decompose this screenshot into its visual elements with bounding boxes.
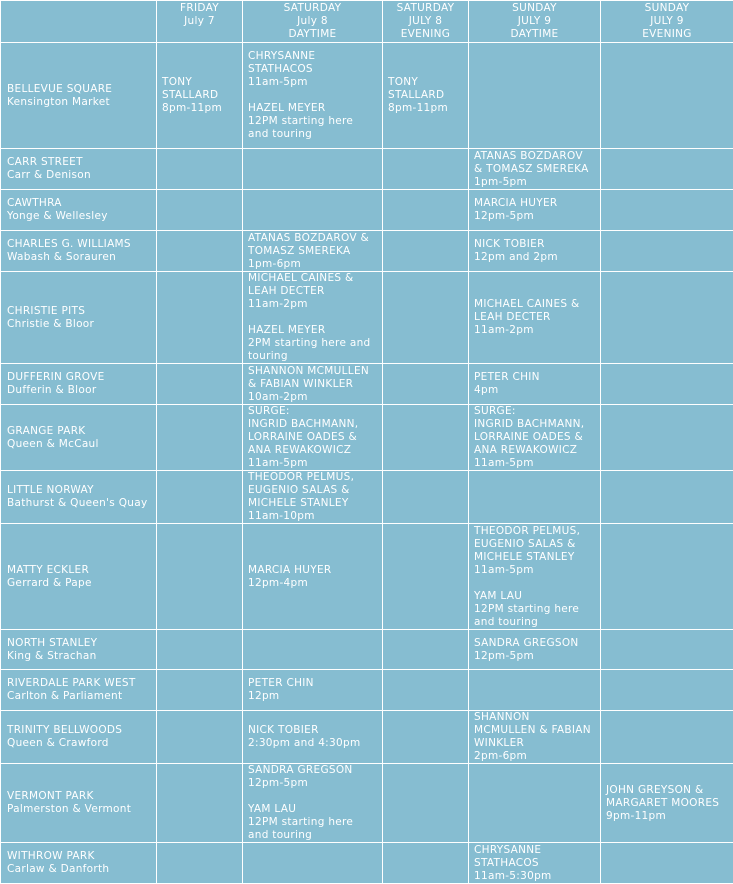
schedule-cell: [601, 843, 733, 883]
schedule-cell: [243, 149, 382, 189]
location-address: Kensington Market: [7, 95, 110, 108]
schedule-cell: [157, 405, 242, 470]
location-address: Palmerston & Vermont: [7, 803, 132, 815]
location-cell: [1, 405, 156, 470]
schedule-cell: SHANNON MCMULLEN & FABIAN WINKLER 10am-2pm: [243, 364, 382, 404]
schedule-cell: SURGE: INGRID BACHMANN, LORRAINE OADES & ANA REWAKOWICZ 11am-5pm: [243, 405, 382, 470]
table-row: [1, 843, 733, 883]
location-name: RIVERDALE PARK WEST: [7, 677, 136, 689]
schedule-cell: [383, 272, 468, 363]
schedule-cell: [157, 190, 242, 230]
location-cell: [1, 764, 156, 842]
location-address: Carlton & Parliament: [7, 690, 123, 702]
table-row: [1, 231, 733, 271]
table-row: [1, 670, 733, 710]
location-name: VERMONT PARK: [7, 790, 94, 802]
schedule-cell: [601, 630, 733, 669]
schedule-cell: [601, 272, 733, 363]
schedule-cell: [157, 364, 242, 404]
table-row: [1, 405, 733, 470]
schedule-cell: THEODOR PELMUS, EUGENIO SALAS & MICHELE STANLEY 11am-10pm: [243, 471, 382, 523]
schedule-cell: CHRYSANNE STATHACOS 11am-5pm HAZEL MEYER 12PM starting here and touring: [243, 43, 382, 148]
header-friday-july-7: FRIDAY July 7: [157, 1, 242, 42]
location-name: CAWTHRA: [7, 197, 62, 209]
location-address: King & Strachan: [7, 649, 97, 662]
table-row: [1, 471, 733, 523]
schedule-cell: [157, 471, 242, 523]
location-name: TRINITY BELLWOODS: [7, 724, 123, 736]
header-sunday-evening: SUNDAY JULY 9 EVENING: [601, 1, 733, 42]
location-name: CHARLES G. WILLIAMS: [7, 238, 131, 250]
schedule-header: [1, 1, 733, 42]
location-name: MATTY ECKLER: [7, 563, 90, 576]
schedule-cell: ATANAS BOZDAROV & TOMASZ SMEREKA 1pm-5pm: [469, 149, 600, 189]
location-address: Bathurst & Queen's Quay: [7, 497, 148, 509]
schedule-cell: MICHAEL CAINES & LEAH DECTER 11am-2pm HAZEL MEYER 2PM starting here and touring: [243, 272, 382, 363]
location-address: Dufferin & Bloor: [7, 384, 97, 396]
schedule-cell: [601, 405, 733, 470]
schedule-cell: [601, 670, 733, 710]
schedule-cell: [383, 843, 468, 883]
table-row: [1, 630, 733, 669]
location-address: Wabash & Sorauren: [7, 251, 117, 263]
schedule-cell: [601, 524, 733, 629]
header-corner: [1, 1, 156, 42]
schedule-cell: [157, 524, 242, 629]
schedule-cell: [157, 764, 242, 842]
table-row: [1, 149, 733, 189]
schedule-cell: NICK TOBIER 2:30pm and 4:30pm: [243, 711, 382, 763]
schedule-cell: [383, 524, 468, 629]
schedule-cell: [601, 43, 733, 148]
schedule-cell: [383, 190, 468, 230]
schedule-cell: [383, 405, 468, 470]
schedule-cell: [383, 630, 468, 669]
schedule-cell: [383, 231, 468, 271]
schedule-cell: MARCIA HUYER 12pm-5pm: [469, 190, 600, 230]
table-row: [1, 272, 733, 363]
schedule-cell: [383, 364, 468, 404]
location-address: Christie & Bloor: [7, 317, 95, 330]
location-cell: [1, 149, 156, 189]
schedule-cell: [601, 471, 733, 523]
schedule-body: [1, 43, 733, 883]
location-cell: [1, 843, 156, 883]
header-sunday-daytime: SUNDAY JULY 9 DAYTIME: [469, 1, 600, 42]
location-cell: [1, 711, 156, 763]
location-cell: [1, 670, 156, 710]
table-row: [1, 364, 733, 404]
location-address: Carr & Denison: [7, 169, 91, 181]
location-name: LITTLE NORWAY: [7, 484, 94, 496]
header-saturday-evening: SATURDAY JULY 8 EVENING: [383, 1, 468, 42]
schedule-cell: ATANAS BOZDAROV & TOMASZ SMEREKA 1pm-6pm: [243, 231, 382, 271]
schedule-cell: [601, 190, 733, 230]
location-name: CARR STREET: [7, 156, 83, 168]
table-row: [1, 711, 733, 763]
schedule-cell: SANDRA GREGSON 12pm-5pm YAM LAU 12PM starting here and touring: [243, 764, 382, 842]
schedule-cell: [601, 364, 733, 404]
schedule-cell: SHANNON MCMULLEN & FABIAN WINKLER 2pm-6pm: [469, 711, 600, 763]
schedule-cell: PETER CHIN 4pm: [469, 364, 600, 404]
schedule-cell: [383, 149, 468, 189]
schedule-cell: NICK TOBIER 12pm and 2pm: [469, 231, 600, 271]
schedule-cell: SANDRA GREGSON 12pm-5pm: [469, 630, 600, 669]
schedule-cell: PETER CHIN 12pm: [243, 670, 382, 710]
schedule-cell: [157, 149, 242, 189]
location-address: Yonge & Wellesley: [7, 210, 108, 222]
location-cell: [1, 272, 156, 363]
table-row: [1, 43, 733, 148]
schedule-cell: THEODOR PELMUS, EUGENIO SALAS & MICHELE STANLEY 11am-5pm YAM LAU 12PM starting here and touring: [469, 524, 600, 629]
table-row: [1, 764, 733, 842]
location-name: DUFFERIN GROVE: [7, 371, 105, 383]
location-cell: [1, 190, 156, 230]
schedule-cell: [157, 630, 242, 669]
schedule-cell: [157, 711, 242, 763]
location-address: Queen & McCaul: [7, 437, 99, 450]
location-name: CHRISTIE PITS: [7, 304, 86, 317]
location-address: Carlaw & Danforth: [7, 863, 110, 875]
schedule-cell: [157, 272, 242, 363]
schedule-cell: MICHAEL CAINES & LEAH DECTER 11am-2pm: [469, 272, 600, 363]
location-address: Gerrard & Pape: [7, 576, 92, 589]
schedule-cell: MARCIA HUYER 12pm-4pm: [243, 524, 382, 629]
schedule-cell: [243, 630, 382, 669]
location-address: Queen & Crawford: [7, 737, 109, 749]
schedule-cell: [383, 711, 468, 763]
schedule-cell: [601, 231, 733, 271]
location-cell: [1, 43, 156, 148]
schedule-cell: [601, 149, 733, 189]
location-cell: [1, 471, 156, 523]
schedule-cell: [243, 190, 382, 230]
header-row: [1, 1, 733, 42]
schedule-cell: [601, 711, 733, 763]
location-name: WITHROW PARK: [7, 850, 95, 862]
table-row: [1, 524, 733, 629]
location-name: BELLEVUE SQUARE: [7, 82, 113, 95]
schedule-cell: CHRYSANNE STATHACOS 11am-5:30pm: [469, 843, 600, 883]
location-name: GRANGE PARK: [7, 424, 86, 437]
schedule-cell: [469, 471, 600, 523]
schedule-cell: SURGE: INGRID BACHMANN, LORRAINE OADES & ANA REWAKOWICZ 11am-5pm: [469, 405, 600, 470]
schedule-cell: [243, 843, 382, 883]
location-cell: [1, 630, 156, 669]
header-saturday-daytime: SATURDAY July 8 DAYTIME: [243, 1, 382, 42]
schedule-cell: [157, 843, 242, 883]
schedule-cell: TONY STALLARD 8pm-11pm: [157, 43, 242, 148]
location-cell: [1, 231, 156, 271]
schedule-cell: [469, 43, 600, 148]
schedule-cell: [383, 471, 468, 523]
schedule-cell: [383, 670, 468, 710]
schedule-cell: [157, 231, 242, 271]
schedule-cell: [383, 764, 468, 842]
location-name: NORTH STANLEY: [7, 636, 98, 649]
location-cell: [1, 524, 156, 629]
schedule-cell: JOHN GREYSON & MARGARET MOORES 9pm-11pm: [601, 764, 733, 842]
location-cell: [1, 364, 156, 404]
table-row: [1, 190, 733, 230]
schedule-cell: [157, 670, 242, 710]
schedule-cell: TONY STALLARD 8pm-11pm: [383, 43, 468, 148]
schedule-cell: [469, 670, 600, 710]
schedule-cell: [469, 764, 600, 842]
